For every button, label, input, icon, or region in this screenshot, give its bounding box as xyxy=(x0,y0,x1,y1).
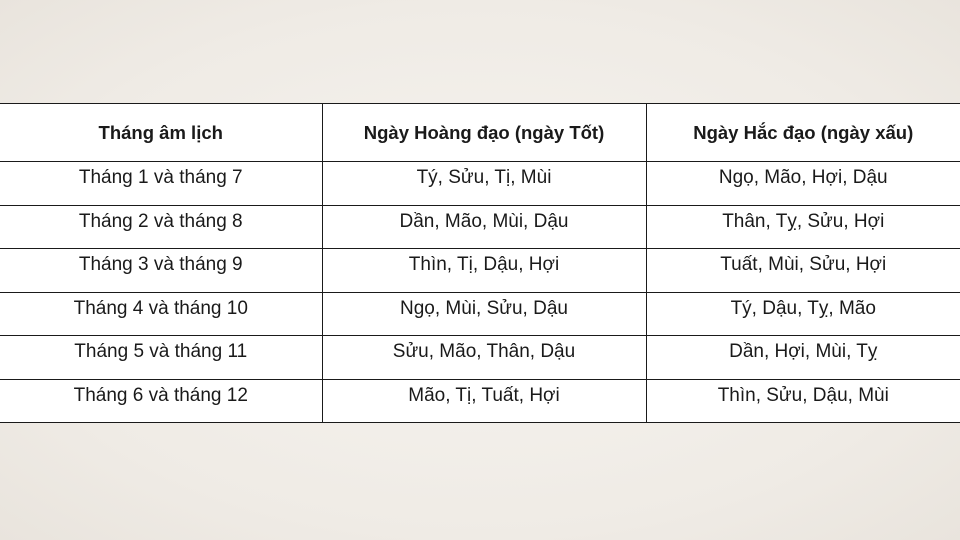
header-lunar-month: Tháng âm lịch xyxy=(0,104,322,162)
cell-good-days: Thìn, Tị, Dậu, Hợi xyxy=(322,249,646,293)
cell-month: Tháng 5 và tháng 11 xyxy=(0,336,322,380)
cell-month: Tháng 3 và tháng 9 xyxy=(0,249,322,293)
cell-month: Tháng 4 và tháng 10 xyxy=(0,292,322,336)
table-header-row xyxy=(0,104,960,162)
cell-good-days: Mão, Tị, Tuất, Hợi xyxy=(322,379,646,423)
table-row xyxy=(0,336,960,380)
cell-good-days: Tý, Sửu, Tị, Mùi xyxy=(322,162,646,206)
cell-good-days: Dần, Mão, Mùi, Dậu xyxy=(322,205,646,249)
table-row xyxy=(0,205,960,249)
cell-bad-days: Thân, Tỵ, Sửu, Hợi xyxy=(646,205,960,249)
cell-month: Tháng 6 và tháng 12 xyxy=(0,379,322,423)
cell-month: Tháng 2 và tháng 8 xyxy=(0,205,322,249)
cell-good-days: Ngọ, Mùi, Sửu, Dậu xyxy=(322,292,646,336)
table-row xyxy=(0,162,960,206)
cell-bad-days: Dần, Hợi, Mùi, Tỵ xyxy=(646,336,960,380)
header-bad-days: Ngày Hắc đạo (ngày xấu) xyxy=(646,104,960,162)
cell-bad-days: Tý, Dậu, Tỵ, Mão xyxy=(646,292,960,336)
table-row xyxy=(0,249,960,293)
calendar-table-container xyxy=(0,103,960,422)
cell-bad-days: Tuất, Mùi, Sửu, Hợi xyxy=(646,249,960,293)
cell-bad-days: Thìn, Sửu, Dậu, Mùi xyxy=(646,379,960,423)
cell-good-days: Sửu, Mão, Thân, Dậu xyxy=(322,336,646,380)
header-good-days: Ngày Hoàng đạo (ngày Tốt) xyxy=(322,104,646,162)
cell-month: Tháng 1 và tháng 7 xyxy=(0,162,322,206)
table-row xyxy=(0,292,960,336)
table-row xyxy=(0,379,960,423)
lunar-month-table xyxy=(0,103,960,423)
cell-bad-days: Ngọ, Mão, Hợi, Dậu xyxy=(646,162,960,206)
